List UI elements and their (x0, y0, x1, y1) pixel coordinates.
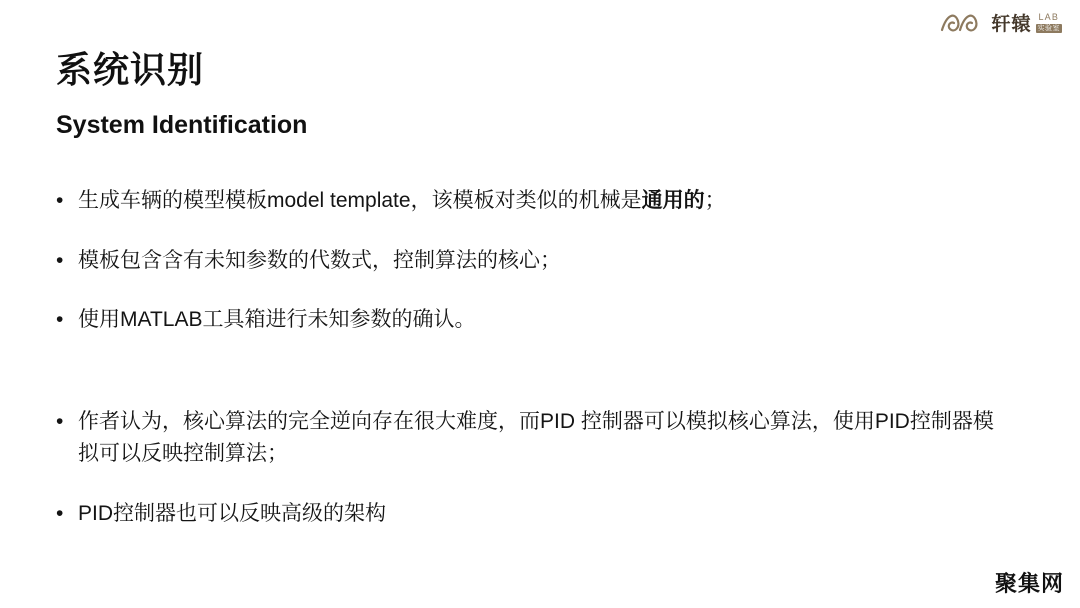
bullet-marker: • (56, 248, 64, 272)
bullet-marker: • (56, 189, 64, 212)
section-spacer (56, 364, 1016, 406)
page-title-en: System Identification (56, 111, 308, 139)
bullet-marker: • (56, 308, 64, 332)
bullet-list (56, 185, 1016, 557)
logo-name-cn: 轩辕 (991, 13, 1032, 35)
logo-sub-label: 实验室 (1037, 24, 1060, 32)
page-title-cn: 系统识别 (56, 49, 205, 90)
list-item (56, 498, 1016, 531)
bullet-text: 生成车辆的模型模板model template，该模板对类似的机械是通用的； (78, 189, 726, 212)
bullet-text: PID控制器也可以反映高级的架构 (78, 501, 387, 525)
logo-name-en: LAB (1038, 11, 1060, 22)
bullet-text: 模板包含含有未知参数的代数式，控制算法的核心； (78, 248, 561, 272)
logo-name-en-wrap (1036, 13, 1063, 34)
bullet-text: 作者认为，核心算法的完全逆向存在很大难度，而PID 控制器可以模拟核心算法，使用PID控制器模拟可以反映控制算法； (78, 409, 994, 466)
bullet-text: 使用MATLAB工具箱进行未知参数的确认。 (78, 308, 476, 332)
bullet-marker: • (56, 501, 64, 525)
brand-logo (939, 8, 1062, 38)
list-item (56, 245, 1016, 278)
list-item (56, 304, 1016, 337)
list-item (56, 406, 1016, 471)
logo-text (991, 13, 1062, 34)
list-item (56, 185, 1016, 218)
logo-mark-icon (939, 8, 985, 38)
bullet-marker: • (56, 409, 64, 433)
watermark: 聚集网 (994, 571, 1064, 596)
